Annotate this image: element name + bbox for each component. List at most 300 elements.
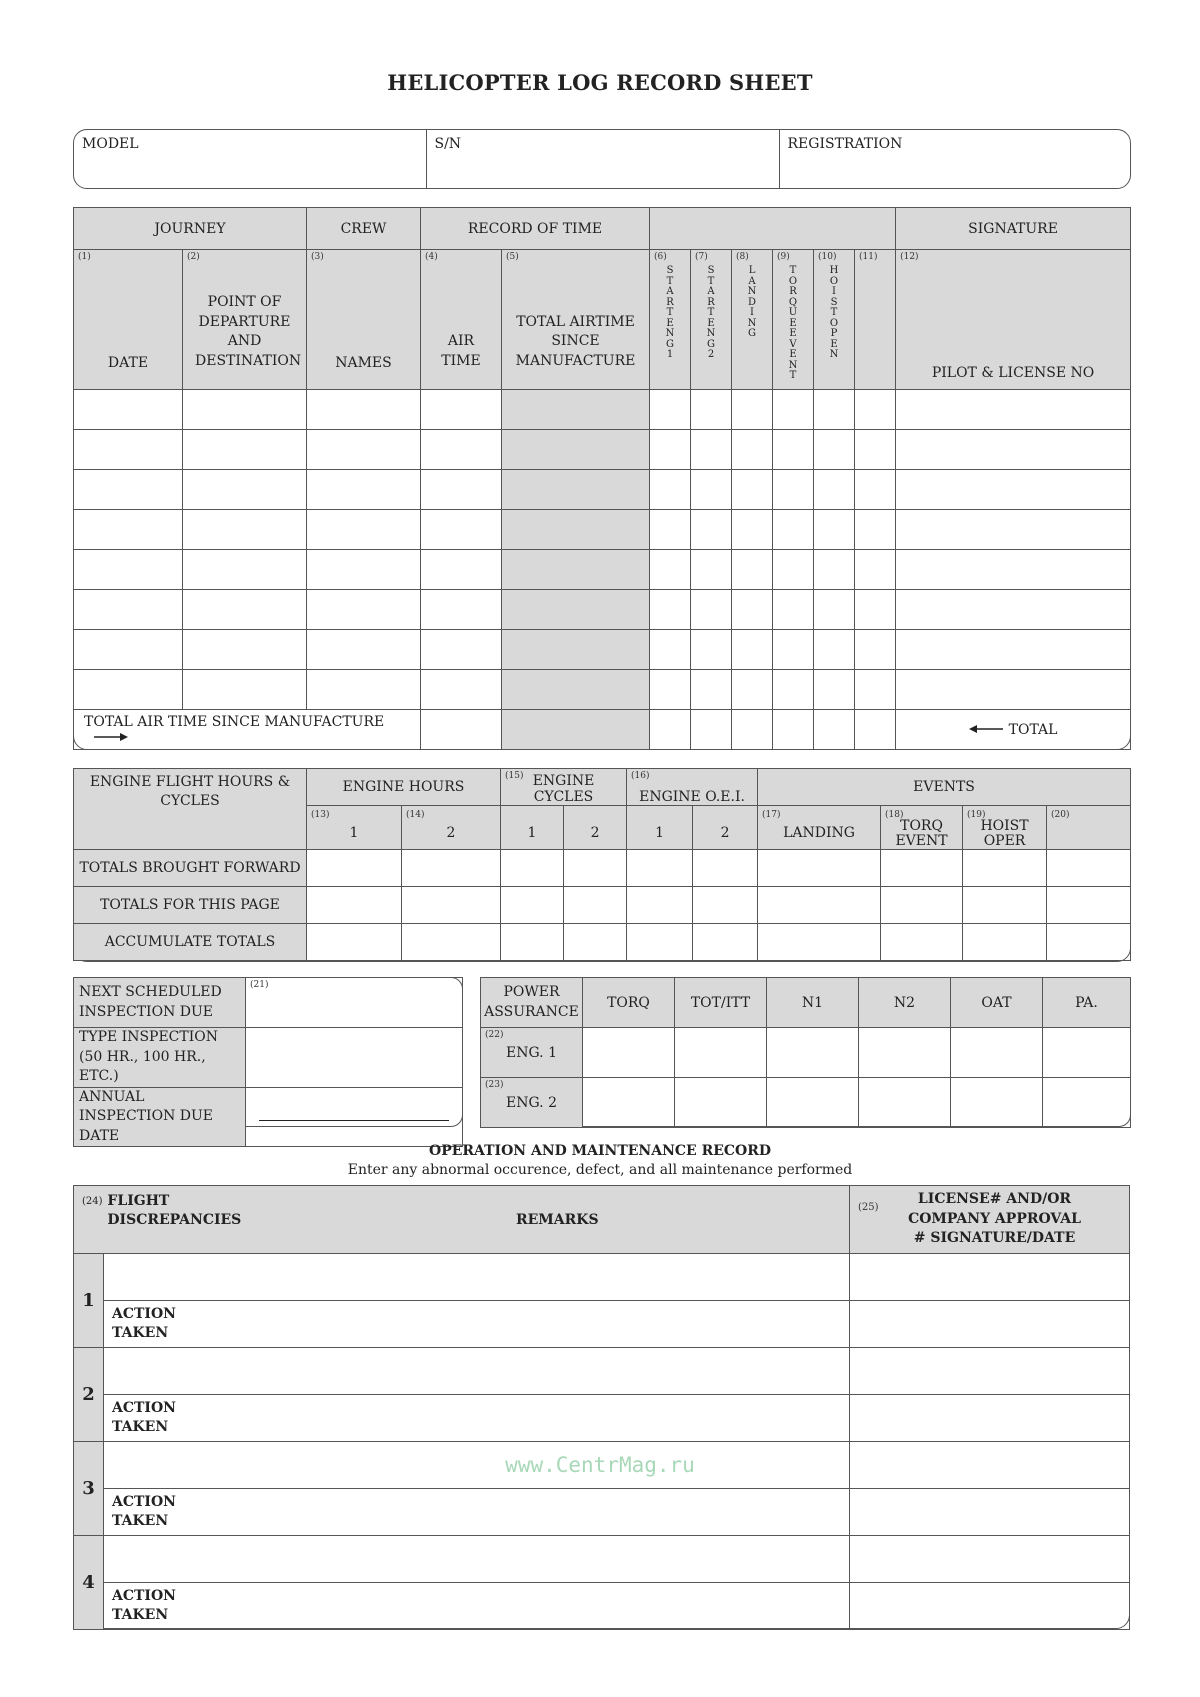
col-num: (3) xyxy=(311,252,324,262)
log-entry-row xyxy=(74,590,1131,630)
log-entry-cell[interactable] xyxy=(773,550,814,590)
log-entry-cell[interactable] xyxy=(773,470,814,510)
col-num: (12) xyxy=(900,252,919,262)
power-assurance-box xyxy=(480,977,1131,1127)
log-entry-cell[interactable] xyxy=(502,510,650,550)
maintenance-subtitle: Enter any abnormal occurence, defect, and all maintenance performed xyxy=(347,1162,853,1178)
pa-engine-label xyxy=(481,1028,583,1078)
action-row xyxy=(74,1395,1130,1442)
log-entry-cell[interactable] xyxy=(307,430,421,470)
pa-value-cell[interactable] xyxy=(1043,1078,1131,1128)
log-entry-cell[interactable] xyxy=(650,550,691,590)
pa-engine-row xyxy=(481,1028,1131,1078)
col-label: STARTENG1 xyxy=(665,265,675,360)
engine-total-cell[interactable] xyxy=(758,850,881,887)
action-field[interactable] xyxy=(104,1583,850,1630)
log-entry-cell[interactable] xyxy=(183,470,307,510)
pa-engine-label xyxy=(481,1078,583,1128)
log-entry-cell[interactable] xyxy=(773,390,814,430)
col-torque-event-header xyxy=(773,250,814,390)
engine-total-cell[interactable] xyxy=(963,850,1047,887)
aircraft-info-box xyxy=(73,129,1131,189)
discrepancies-label: FLIGHT DISCREPANCIES xyxy=(107,1193,242,1228)
log-entry-cell[interactable] xyxy=(855,390,896,430)
pa-value-cell[interactable] xyxy=(675,1078,767,1128)
pa-value-cell[interactable] xyxy=(859,1028,951,1078)
log-entry-cell[interactable] xyxy=(896,430,1131,470)
total-cell[interactable] xyxy=(773,710,814,750)
log-entry-cell[interactable] xyxy=(814,670,855,710)
log-entry-cell[interactable] xyxy=(650,430,691,470)
discrepancy-field[interactable] xyxy=(104,1348,850,1395)
log-entry-cell[interactable] xyxy=(183,670,307,710)
log-entry-cell[interactable] xyxy=(421,630,502,670)
registration-field[interactable] xyxy=(779,130,1130,188)
engine-subheader xyxy=(564,806,627,850)
engine-total-cell[interactable] xyxy=(693,924,758,961)
log-entry-cell[interactable] xyxy=(650,510,691,550)
pa-value-cell[interactable] xyxy=(583,1028,675,1078)
engine-corner-header xyxy=(74,769,307,850)
log-entry-row xyxy=(74,670,1131,710)
log-entry-cell[interactable] xyxy=(732,510,773,550)
log-entry-cell[interactable] xyxy=(732,630,773,670)
col-date-header xyxy=(74,250,183,390)
log-entry-cell[interactable] xyxy=(307,590,421,630)
log-entry-cell[interactable] xyxy=(650,630,691,670)
engine-total-cell[interactable] xyxy=(564,924,627,961)
log-entry-cell[interactable] xyxy=(814,550,855,590)
log-entry-cell[interactable] xyxy=(896,510,1131,550)
item-number: 3 xyxy=(74,1442,104,1536)
log-entry-cell[interactable] xyxy=(773,510,814,550)
action-label: ACTION TAKEN xyxy=(112,1493,176,1529)
col-num: (1) xyxy=(78,252,91,262)
log-entry-cell[interactable] xyxy=(773,430,814,470)
license-label: LICENSE# AND/OR COMPANY APPROVAL # SIGNATURE/DATE xyxy=(908,1191,1081,1247)
engine-total-cell[interactable] xyxy=(963,924,1047,961)
engine-subheader xyxy=(758,806,881,850)
crew-header: CREW xyxy=(307,208,421,250)
log-entry-cell[interactable] xyxy=(855,670,896,710)
log-entry-cell[interactable] xyxy=(421,590,502,630)
col-label: PILOT & LICENSE NO xyxy=(931,365,1095,381)
log-entry-cell[interactable] xyxy=(502,390,650,430)
engine-total-cell[interactable] xyxy=(881,887,963,924)
engine-subheader xyxy=(693,806,758,850)
log-entry-row xyxy=(74,390,1131,430)
log-entry-cell[interactable] xyxy=(183,630,307,670)
log-entry-cell[interactable] xyxy=(855,510,896,550)
log-entry-cell[interactable] xyxy=(183,510,307,550)
col-names-header xyxy=(307,250,421,390)
log-entry-cell[interactable] xyxy=(421,430,502,470)
engine-cycles-label: ENGINE CYCLES xyxy=(532,773,595,805)
log-entry-cell[interactable] xyxy=(74,550,183,590)
log-entry-cell[interactable] xyxy=(814,430,855,470)
log-entry-cell[interactable] xyxy=(732,470,773,510)
remarks-header: REMARKS xyxy=(516,1212,599,1228)
total-airtime-row-label xyxy=(74,710,421,750)
log-entry-cell[interactable] xyxy=(814,590,855,630)
action-signature-field[interactable] xyxy=(850,1583,1130,1630)
sn-field[interactable] xyxy=(426,130,779,188)
engine-total-cell[interactable] xyxy=(627,924,693,961)
col-departure-header xyxy=(183,250,307,390)
log-entry-cell[interactable] xyxy=(650,470,691,510)
log-entry-cell[interactable] xyxy=(502,590,650,630)
action-field[interactable] xyxy=(104,1395,850,1442)
log-entry-row xyxy=(74,430,1131,470)
col-label: TORQ EVENT xyxy=(895,818,948,849)
engine-row-label: TOTALS BROUGHT FORWARD xyxy=(74,850,307,887)
license-num: (25) xyxy=(858,1202,879,1213)
col-label: AIR TIME xyxy=(441,333,481,369)
col-label: TOTAL AIRTIME SINCE MANUFACTURE xyxy=(515,313,636,369)
pa-value-cell[interactable] xyxy=(951,1028,1043,1078)
log-entry-row xyxy=(74,470,1131,510)
log-entry-cell[interactable] xyxy=(773,590,814,630)
log-entry-cell[interactable] xyxy=(421,390,502,430)
pa-value-cell[interactable] xyxy=(951,1078,1043,1128)
col-label: 1 xyxy=(655,825,664,841)
log-entry-cell[interactable] xyxy=(421,550,502,590)
engine-total-cell[interactable] xyxy=(564,850,627,887)
col-label: LANDING xyxy=(747,265,757,339)
log-entry-cell[interactable] xyxy=(421,510,502,550)
log-entry-cell[interactable] xyxy=(650,590,691,630)
sn-label: S/N xyxy=(434,136,462,152)
maintenance-table xyxy=(73,1185,1130,1629)
engine-label: ENG. 2 xyxy=(506,1094,557,1111)
engine-total-cell[interactable] xyxy=(307,887,402,924)
log-entry-cell[interactable] xyxy=(732,670,773,710)
pa-value-cell[interactable] xyxy=(583,1078,675,1128)
license-signature-field[interactable] xyxy=(850,1536,1130,1583)
engine-total-cell[interactable] xyxy=(307,924,402,961)
action-signature-field[interactable] xyxy=(850,1395,1130,1442)
total-right-label: TOTAL xyxy=(1008,721,1058,738)
discrepancy-row xyxy=(74,1254,1130,1301)
engine-total-cell[interactable] xyxy=(758,924,881,961)
log-entry-cell[interactable] xyxy=(855,550,896,590)
item-number: 1 xyxy=(74,1254,104,1348)
engine-total-cell[interactable] xyxy=(758,887,881,924)
pa-value-cell[interactable] xyxy=(675,1028,767,1078)
license-signature-field[interactable] xyxy=(850,1254,1130,1301)
license-signature-field[interactable] xyxy=(850,1348,1130,1395)
pa-value-cell[interactable] xyxy=(859,1078,951,1128)
log-entry-cell[interactable] xyxy=(691,550,732,590)
action-label: ACTION TAKEN xyxy=(112,1399,176,1435)
log-entry-cell[interactable] xyxy=(896,470,1131,510)
col-airtime-header xyxy=(421,250,502,390)
col-label: HOISTOPEN xyxy=(829,265,839,360)
engine-corner-label: ENGINE FLIGHT HOURS & CYCLES xyxy=(89,774,291,809)
engine-total-cell[interactable] xyxy=(1047,887,1131,924)
log-entry-cell[interactable] xyxy=(691,630,732,670)
action-signature-field[interactable] xyxy=(850,1489,1130,1536)
action-label: ACTION TAKEN xyxy=(112,1587,176,1623)
log-entry-cell[interactable] xyxy=(650,670,691,710)
inspection-field[interactable] xyxy=(246,1087,463,1147)
discrepancies-header xyxy=(74,1186,850,1254)
pa-column-header: TORQ xyxy=(583,978,675,1028)
log-entry-cell[interactable] xyxy=(502,550,650,590)
signature-header: SIGNATURE xyxy=(896,208,1131,250)
col-label: STARTENG2 xyxy=(706,265,716,360)
total-right-cell xyxy=(896,710,1131,750)
log-entry-cell[interactable] xyxy=(74,470,183,510)
log-entry-cell[interactable] xyxy=(855,470,896,510)
engine-total-cell[interactable] xyxy=(564,887,627,924)
engine-hours-table xyxy=(73,768,1131,962)
events-header: EVENTS xyxy=(758,769,1131,806)
log-entry-cell[interactable] xyxy=(183,590,307,630)
inspection-label: ANNUAL INSPECTION DUE DATE xyxy=(74,1087,246,1147)
engine-oei-label: ENGINE O.E.I. xyxy=(639,789,745,805)
col-num: (13) xyxy=(311,810,330,820)
log-entry-row xyxy=(74,550,1131,590)
watermark: www.CentrMag.ru xyxy=(505,1453,695,1477)
engine-total-row xyxy=(74,887,1131,924)
due-date-line xyxy=(259,1120,449,1121)
col-pilot-header xyxy=(896,250,1131,390)
journey-header: JOURNEY xyxy=(74,208,307,250)
action-field[interactable] xyxy=(104,1301,850,1348)
col-num: (18) xyxy=(885,810,904,820)
log-entry-cell[interactable] xyxy=(691,430,732,470)
discrepancies-num: (24) xyxy=(82,1196,103,1207)
action-field[interactable] xyxy=(104,1489,850,1536)
engine-total-cell[interactable] xyxy=(501,924,564,961)
log-entry-cell[interactable] xyxy=(650,390,691,430)
inspection-field[interactable] xyxy=(246,1028,463,1088)
col-num: (9) xyxy=(777,252,790,262)
engine-total-cell[interactable] xyxy=(307,850,402,887)
log-entry-cell[interactable] xyxy=(183,550,307,590)
inspection-field[interactable] xyxy=(246,978,463,1028)
log-entry-cell[interactable] xyxy=(855,630,896,670)
action-row xyxy=(74,1489,1130,1536)
engine-cycles-header xyxy=(501,769,627,806)
log-entry-cell[interactable] xyxy=(74,590,183,630)
log-entry-cell[interactable] xyxy=(502,630,650,670)
col-label: TORQUEEVENT xyxy=(788,265,798,381)
total-cell[interactable] xyxy=(502,710,650,750)
log-entry-cell[interactable] xyxy=(307,390,421,430)
log-entry-cell[interactable] xyxy=(74,390,183,430)
engine-total-cell[interactable] xyxy=(881,924,963,961)
pa-column-header: N2 xyxy=(859,978,951,1028)
pa-value-cell[interactable] xyxy=(1043,1028,1131,1078)
col-landing-header xyxy=(732,250,773,390)
field-num: (22) xyxy=(485,1030,504,1040)
log-entry-cell[interactable] xyxy=(502,470,650,510)
log-entry-row xyxy=(74,510,1131,550)
engine-hours-header: ENGINE HOURS xyxy=(307,769,501,806)
engine-total-cell[interactable] xyxy=(627,887,693,924)
log-entry-cell[interactable] xyxy=(691,390,732,430)
log-entry-cell[interactable] xyxy=(74,630,183,670)
log-entry-cell[interactable] xyxy=(307,510,421,550)
log-entry-cell[interactable] xyxy=(74,670,183,710)
engine-total-cell[interactable] xyxy=(693,887,758,924)
total-cell[interactable] xyxy=(421,710,502,750)
engine-total-cell[interactable] xyxy=(963,887,1047,924)
col-num: (11) xyxy=(859,252,878,262)
engine-total-row xyxy=(74,924,1131,961)
action-row xyxy=(74,1301,1130,1348)
log-entry-cell[interactable] xyxy=(814,630,855,670)
log-entry-cell[interactable] xyxy=(307,470,421,510)
log-entry-cell[interactable] xyxy=(773,670,814,710)
log-entry-cell[interactable] xyxy=(732,430,773,470)
log-entry-cell[interactable] xyxy=(502,430,650,470)
log-entry-cell[interactable] xyxy=(732,590,773,630)
log-entry-cell[interactable] xyxy=(855,430,896,470)
engine-total-cell[interactable] xyxy=(1047,924,1131,961)
inspection-row xyxy=(74,1087,463,1147)
log-entry-cell[interactable] xyxy=(502,670,650,710)
log-entry-cell[interactable] xyxy=(896,550,1131,590)
col-num: (8) xyxy=(736,252,749,262)
log-entry-cell[interactable] xyxy=(183,430,307,470)
log-entry-cell[interactable] xyxy=(773,630,814,670)
log-entry-cell[interactable] xyxy=(855,590,896,630)
log-entry-cell[interactable] xyxy=(74,510,183,550)
col-label: 2 xyxy=(720,825,730,841)
col-num: (17) xyxy=(762,810,781,820)
engine-subheader xyxy=(501,806,564,850)
log-entry-cell[interactable] xyxy=(183,390,307,430)
col-num: (6) xyxy=(654,252,667,262)
col-hoist-open-header xyxy=(814,250,855,390)
log-entry-cell[interactable] xyxy=(732,550,773,590)
journey-log-table xyxy=(73,207,1131,750)
total-cell[interactable] xyxy=(814,710,855,750)
action-signature-field[interactable] xyxy=(850,1301,1130,1348)
col-num: (7) xyxy=(695,252,708,262)
col-num: (4) xyxy=(425,252,438,262)
pa-column-header: TOT/ITT xyxy=(675,978,767,1028)
log-entry-cell[interactable] xyxy=(814,510,855,550)
model-label: MODEL xyxy=(82,136,139,152)
engine-total-cell[interactable] xyxy=(693,850,758,887)
log-entry-cell[interactable] xyxy=(896,670,1131,710)
arrow-right-icon xyxy=(94,730,128,746)
total-airtime-label: TOTAL AIR TIME SINCE MANUFACTURE xyxy=(84,713,385,730)
col-num: (16) xyxy=(631,771,650,781)
engine-total-cell[interactable] xyxy=(402,850,501,887)
engine-total-cell[interactable] xyxy=(627,850,693,887)
inspection-label: NEXT SCHEDULED INSPECTION DUE xyxy=(74,978,246,1028)
engine-total-cell[interactable] xyxy=(402,924,501,961)
engine-subheader xyxy=(307,806,402,850)
engine-total-row xyxy=(74,850,1131,887)
log-entry-cell[interactable] xyxy=(691,670,732,710)
col-label: 1 xyxy=(527,825,537,841)
log-entry-cell[interactable] xyxy=(421,670,502,710)
engine-row-label: TOTALS FOR THIS PAGE xyxy=(74,887,307,924)
total-cell[interactable] xyxy=(732,710,773,750)
col-label: LANDING xyxy=(783,825,855,841)
item-number: 4 xyxy=(74,1536,104,1630)
log-entry-cell[interactable] xyxy=(691,590,732,630)
maintenance-title: OPERATION AND MAINTENANCE RECORD xyxy=(429,1143,771,1159)
col-label: NAMES xyxy=(335,355,392,371)
engine-subheader xyxy=(1047,806,1131,850)
log-entry-cell[interactable] xyxy=(307,550,421,590)
log-entry-cell[interactable] xyxy=(896,630,1131,670)
col-num: (5) xyxy=(506,252,519,262)
engine-total-cell[interactable] xyxy=(881,850,963,887)
engine-label: ENG. 1 xyxy=(506,1044,557,1061)
col-num: (19) xyxy=(967,810,986,820)
total-cell[interactable] xyxy=(691,710,732,750)
page-title: HELICOPTER LOG RECORD SHEET xyxy=(387,70,813,95)
col-label: 2 xyxy=(446,825,456,841)
log-entry-cell[interactable] xyxy=(307,630,421,670)
inspection-box xyxy=(73,977,463,1144)
inspection-row xyxy=(74,978,463,1028)
discrepancy-field[interactable] xyxy=(104,1536,850,1583)
log-entry-cell[interactable] xyxy=(896,590,1131,630)
log-entry-cell[interactable] xyxy=(896,390,1131,430)
inspection-label: TYPE INSPECTION (50 HR., 100 HR., ETC.) xyxy=(74,1028,246,1088)
col-total-airtime-header xyxy=(502,250,650,390)
model-field[interactable] xyxy=(74,130,426,188)
license-header xyxy=(850,1186,1130,1254)
col-num: (20) xyxy=(1051,810,1070,820)
log-entry-cell[interactable] xyxy=(814,390,855,430)
engine-total-cell[interactable] xyxy=(501,887,564,924)
engine-total-cell[interactable] xyxy=(1047,850,1131,887)
col-num: (2) xyxy=(187,252,200,262)
inspection-row xyxy=(74,1028,463,1088)
total-cell[interactable] xyxy=(650,710,691,750)
col-label: 1 xyxy=(349,825,359,841)
pa-value-cell[interactable] xyxy=(767,1078,859,1128)
log-entry-cell[interactable] xyxy=(74,430,183,470)
engine-subheader xyxy=(627,806,693,850)
field-num: (21) xyxy=(250,980,269,990)
log-entry-cell[interactable] xyxy=(691,510,732,550)
log-entry-cell[interactable] xyxy=(421,470,502,510)
counters-header-blank xyxy=(650,208,896,250)
arrow-left-icon xyxy=(969,722,1003,738)
log-entry-row xyxy=(74,630,1131,670)
engine-oei-header xyxy=(627,769,758,806)
log-entry-cell[interactable] xyxy=(732,390,773,430)
action-label: ACTION TAKEN xyxy=(112,1305,176,1341)
engine-total-cell[interactable] xyxy=(402,887,501,924)
engine-total-cell[interactable] xyxy=(501,850,564,887)
total-cell[interactable] xyxy=(855,710,896,750)
pa-engine-row xyxy=(481,1078,1131,1128)
pa-value-cell[interactable] xyxy=(767,1028,859,1078)
log-entry-cell[interactable] xyxy=(307,670,421,710)
col-start-eng1-header xyxy=(650,250,691,390)
col-label: 2 xyxy=(590,825,600,841)
record-of-time-header: RECORD OF TIME xyxy=(421,208,650,250)
col-label: HOIST OPER xyxy=(980,818,1029,849)
log-entry-cell[interactable] xyxy=(814,470,855,510)
col-start-eng2-header xyxy=(691,250,732,390)
field-num: (23) xyxy=(485,1080,504,1090)
discrepancy-field[interactable] xyxy=(104,1254,850,1301)
log-entry-cell[interactable] xyxy=(691,470,732,510)
